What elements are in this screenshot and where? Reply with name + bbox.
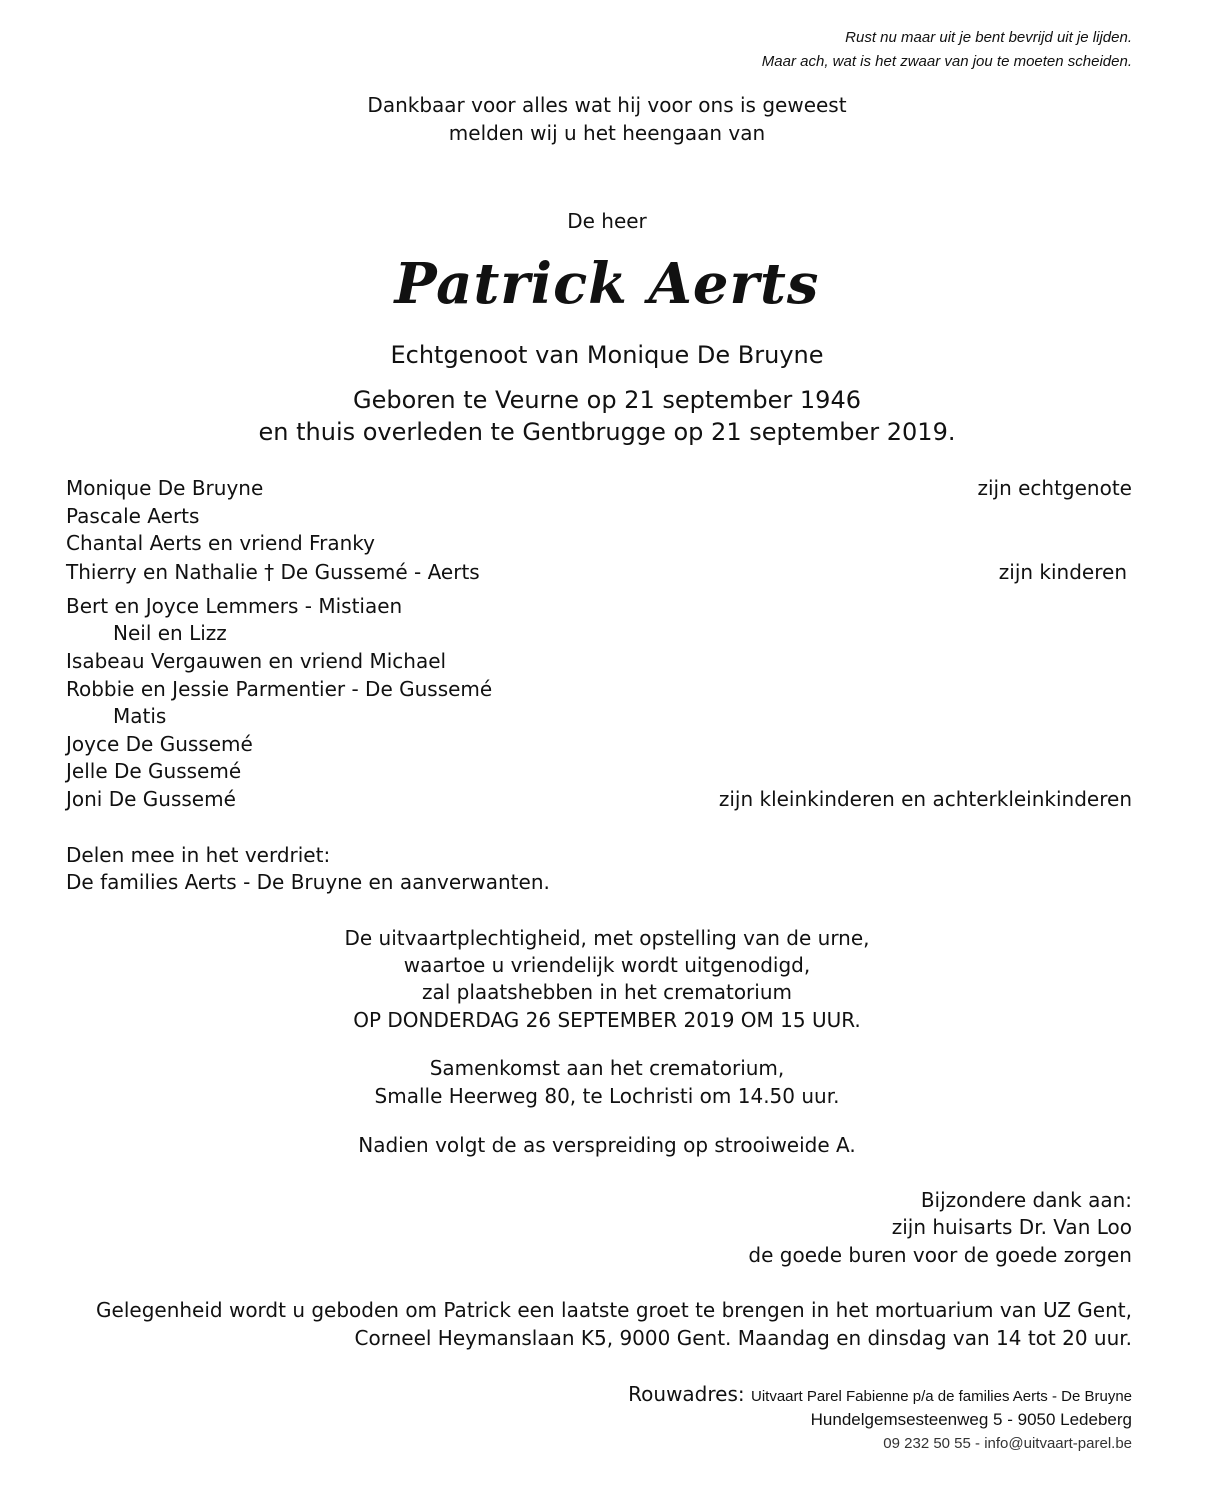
spouse-line: Echtgenoot van Monique De Bruyne (390, 341, 824, 369)
visitation-line-2: Corneel Heymanslaan K5, 9000 Gent. Maandag en dinsdag van 14 tot 20 uur. (354, 1326, 1132, 1350)
ceremony-line-4: OP DONDERDAG 26 SEPTEMBER 2019 OM 15 UUR. (353, 1008, 861, 1032)
intro-line-1: Dankbaar voor alles wat hij voor ons is geweest (367, 93, 847, 117)
grandchildren-role: zijn kleinkinderen en achterkleinkinderen (718, 787, 1132, 811)
great-grandchild-2: Matis (113, 704, 167, 728)
share-line-2: De families Aerts - De Bruyne en aanverwanten. (66, 870, 550, 894)
address-line-2: Hundelgemsesteenweg 5 - 9050 Ledeberg (810, 1410, 1132, 1429)
grandchild-6: Joni De Gussemé (66, 787, 236, 811)
contact-line: 09 232 50 55 - info@uitvaart-parel.be (883, 1435, 1132, 1452)
great-grandchild-1: Neil en Lizz (113, 621, 227, 645)
children-role: zijn kinderen (998, 560, 1127, 584)
gathering-line-2: Smalle Heerweg 80, te Lochristi om 14.50 uur. (374, 1084, 840, 1108)
spouse-name: Monique De Bruyne (66, 476, 264, 500)
thanks-line-2: zijn huisarts Dr. Van Loo (891, 1215, 1132, 1239)
child-1: Pascale Aerts (66, 504, 200, 528)
death-line: en thuis overleden te Gentbrugge op 21 september 2019. (258, 418, 956, 446)
grandchild-1: Bert en Joyce Lemmers - Mistiaen (66, 594, 403, 618)
birth-line: Geboren te Veurne op 21 september 1946 (353, 386, 861, 414)
thanks-line-3: de goede buren voor de goede zorgen (748, 1243, 1132, 1267)
grandchild-5: Jelle De Gussemé (66, 759, 242, 783)
thanks-line-1: Bijzondere dank aan: (920, 1188, 1132, 1212)
spouse-role: zijn echtgenote (977, 476, 1132, 500)
ceremony-line-2: waartoe u vriendelijk wordt uitgenodigd, (403, 953, 811, 977)
gathering-line-1: Samenkomst aan het crematorium, (429, 1056, 785, 1080)
share-line-1: Delen mee in het verdriet: (66, 843, 331, 867)
scattering-line: Nadien volgt de as verspreiding op strooiweide A. (358, 1133, 856, 1157)
quote-line-2: Maar ach, wat is het zwaar van jou te moeten scheiden. (761, 53, 1132, 70)
ceremony-line-3: zal plaatshebben in het crematorium (421, 980, 792, 1004)
grandchild-4: Joyce De Gussemé (66, 732, 253, 756)
child-3: Thierry en Nathalie † De Gussemé - Aerts (66, 560, 480, 584)
grandchild-2: Isabeau Vergauwen en vriend Michael (66, 649, 447, 673)
intro-line-2: melden wij u het heengaan van (448, 121, 766, 145)
child-2: Chantal Aerts en vriend Franky (66, 531, 375, 555)
quote-line-1: Rust nu maar uit je bent bevrijd uit je lijden. (845, 29, 1132, 46)
address-label: Rouwadres: (628, 1382, 745, 1406)
grandchild-3: Robbie en Jessie Parmentier - De Gussemé (66, 677, 493, 701)
deceased-name: Patrick Aerts (394, 251, 820, 317)
address-recipient: Uitvaart Parel Fabienne p/a de families Aerts - De Bruyne (750, 1388, 1132, 1405)
title: De heer (567, 209, 647, 233)
visitation-line-1: Gelegenheid wordt u geboden om Patrick een laatste groet te brengen in het mortuarium van UZ Gent, (96, 1298, 1132, 1322)
address-line-1 (628, 1382, 1132, 1409)
ceremony-line-1: De uitvaartplechtigheid, met opstelling van de urne, (344, 926, 870, 950)
